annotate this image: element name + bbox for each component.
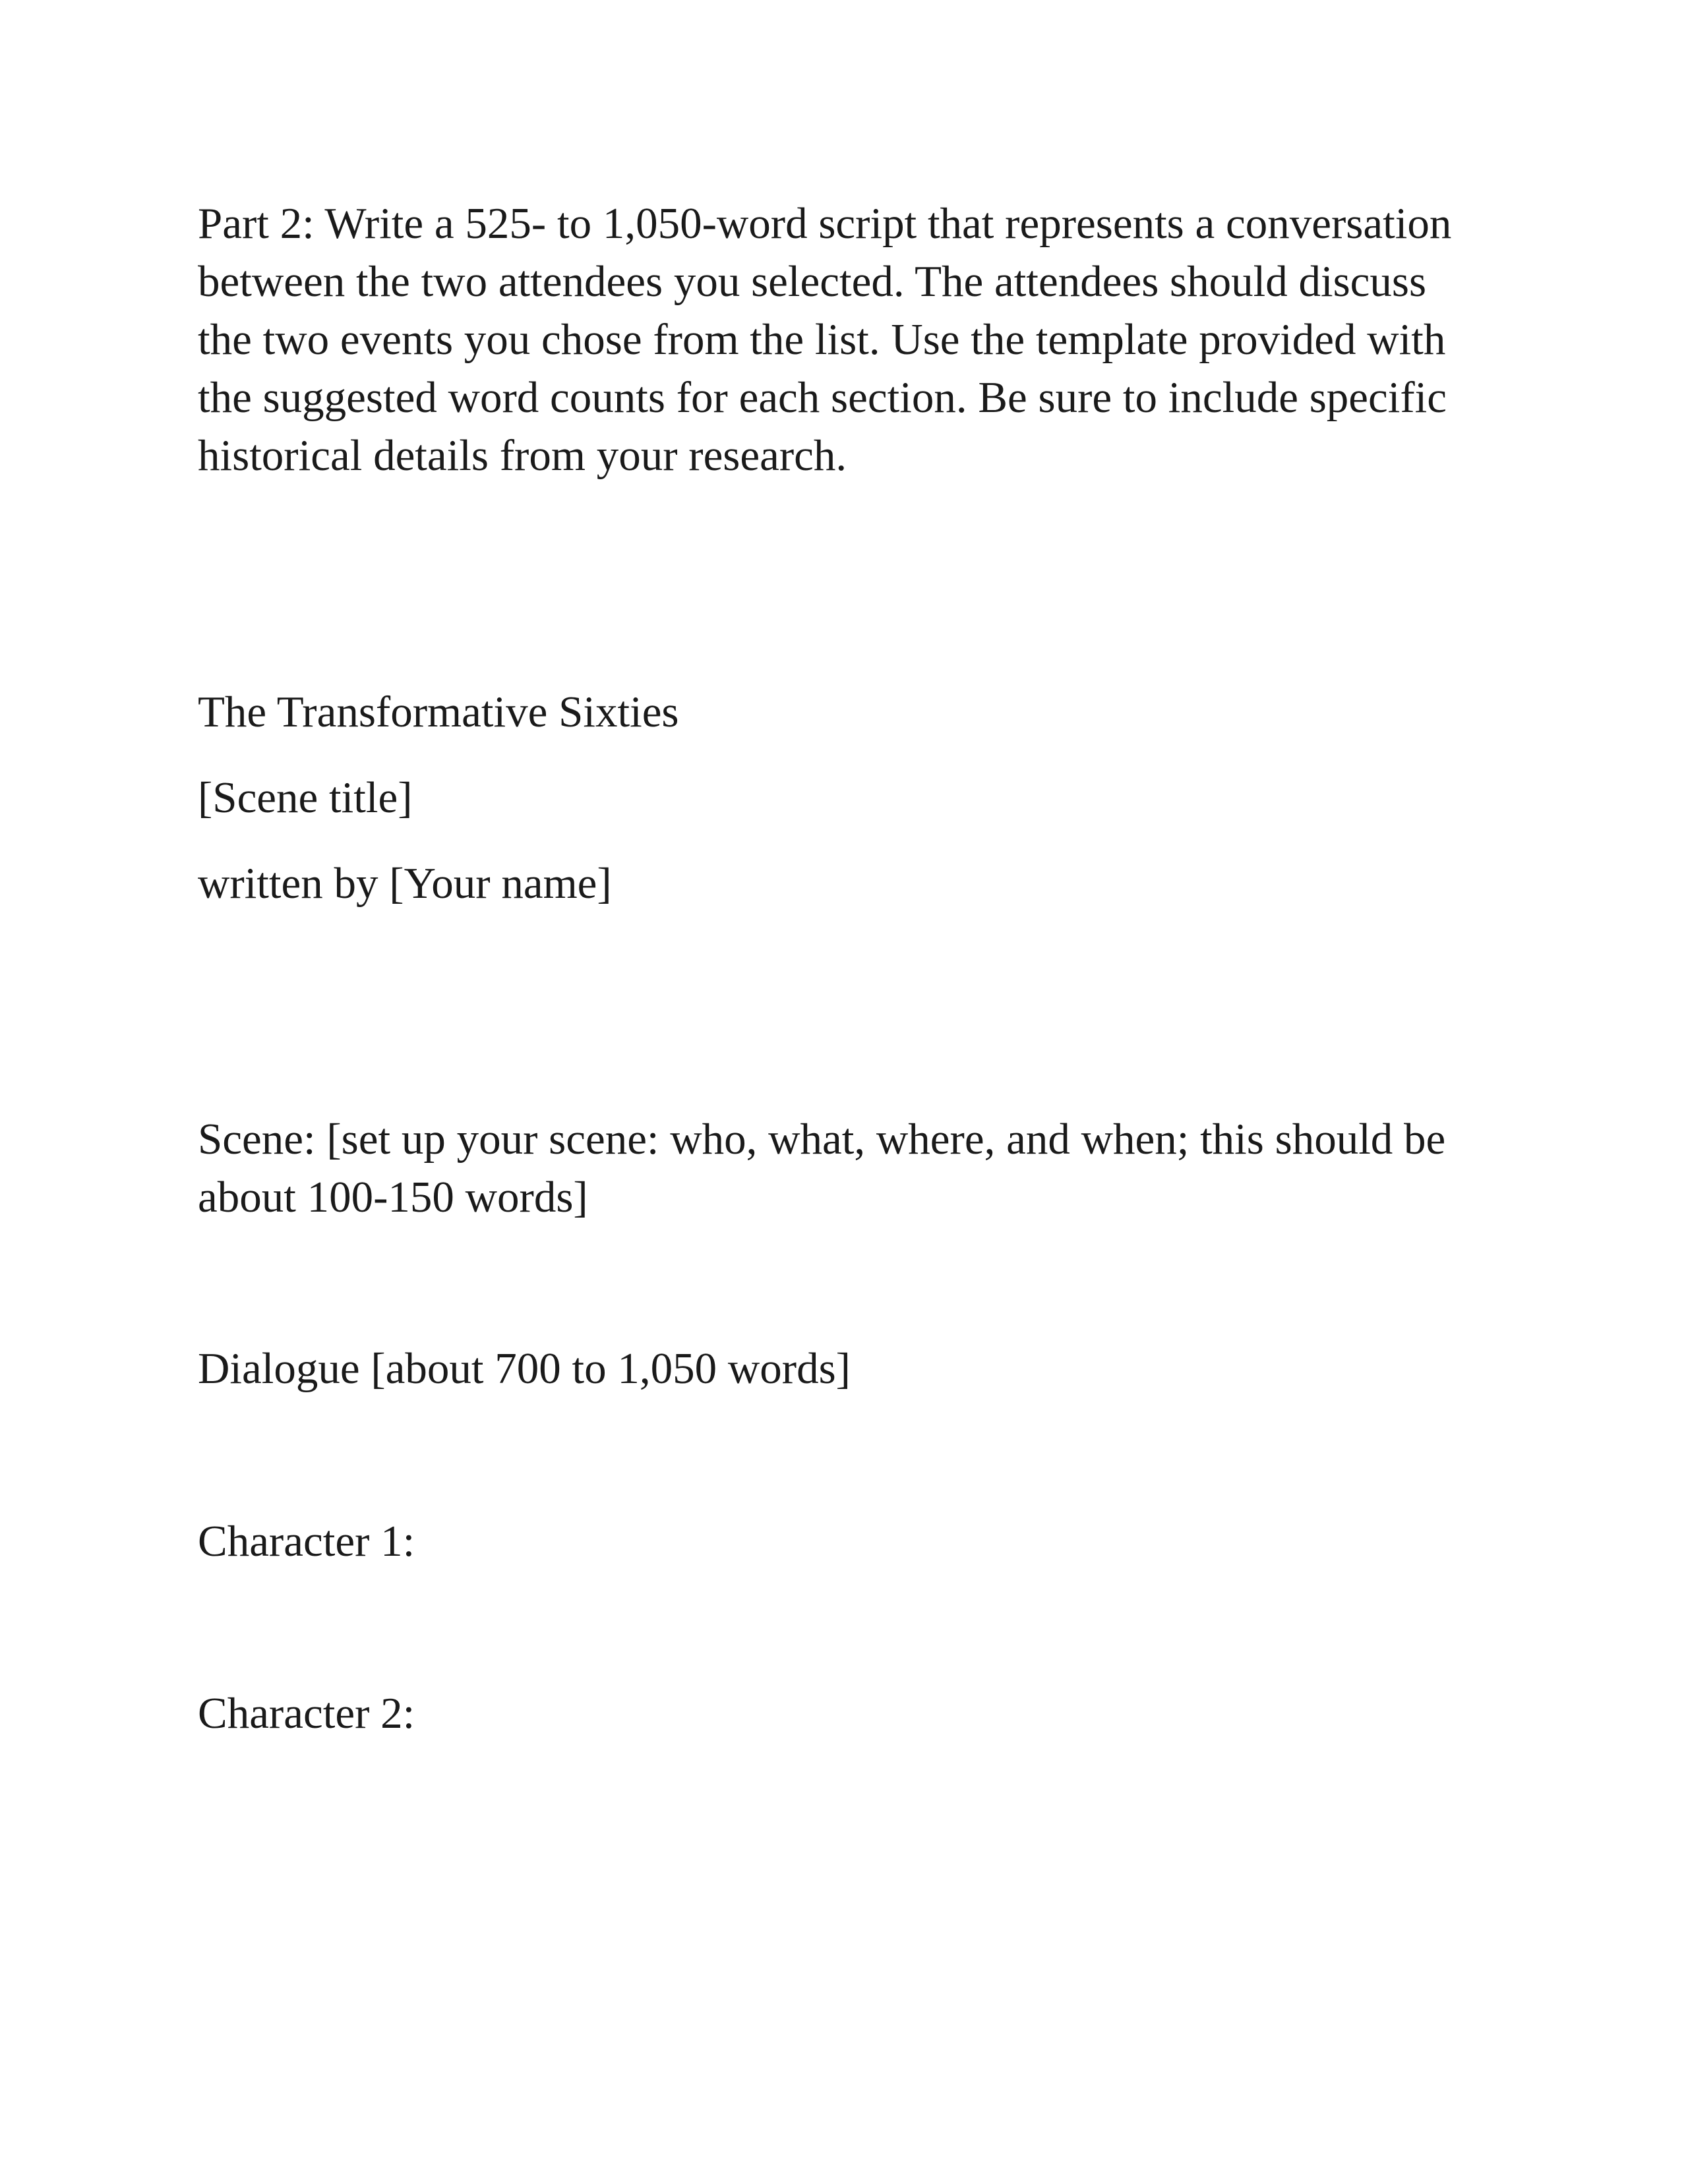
script-title: The Transformative Sixties	[198, 688, 679, 736]
instructions-paragraph	[198, 194, 1451, 485]
scene-line: about 100-150 words]	[198, 1173, 588, 1222]
instructions-line: the two events you chose from the list. Use the template provided with	[198, 315, 1446, 364]
character-2-label: Character 2:	[198, 1689, 415, 1738]
scene-line: Scene: [set up your scene: who, what, where, and when; this should be	[198, 1115, 1446, 1164]
instructions-line: historical details from your research.	[198, 431, 847, 480]
scene-title-placeholder: [Scene title]	[198, 773, 413, 822]
instructions-line: the suggested word counts for each section. Be sure to include specific	[198, 373, 1447, 422]
byline: written by [Your name]	[198, 859, 612, 908]
instructions-line: Part 2: Write a 525- to 1,050-word script that represents a conversation	[198, 199, 1452, 248]
dialogue-heading: Dialogue [about 700 to 1,050 words]	[198, 1344, 851, 1393]
character-1-label: Character 1:	[198, 1517, 415, 1566]
instructions-line: between the two attendees you selected. The attendees should discuss	[198, 257, 1427, 306]
scene-description	[198, 1110, 1445, 1226]
